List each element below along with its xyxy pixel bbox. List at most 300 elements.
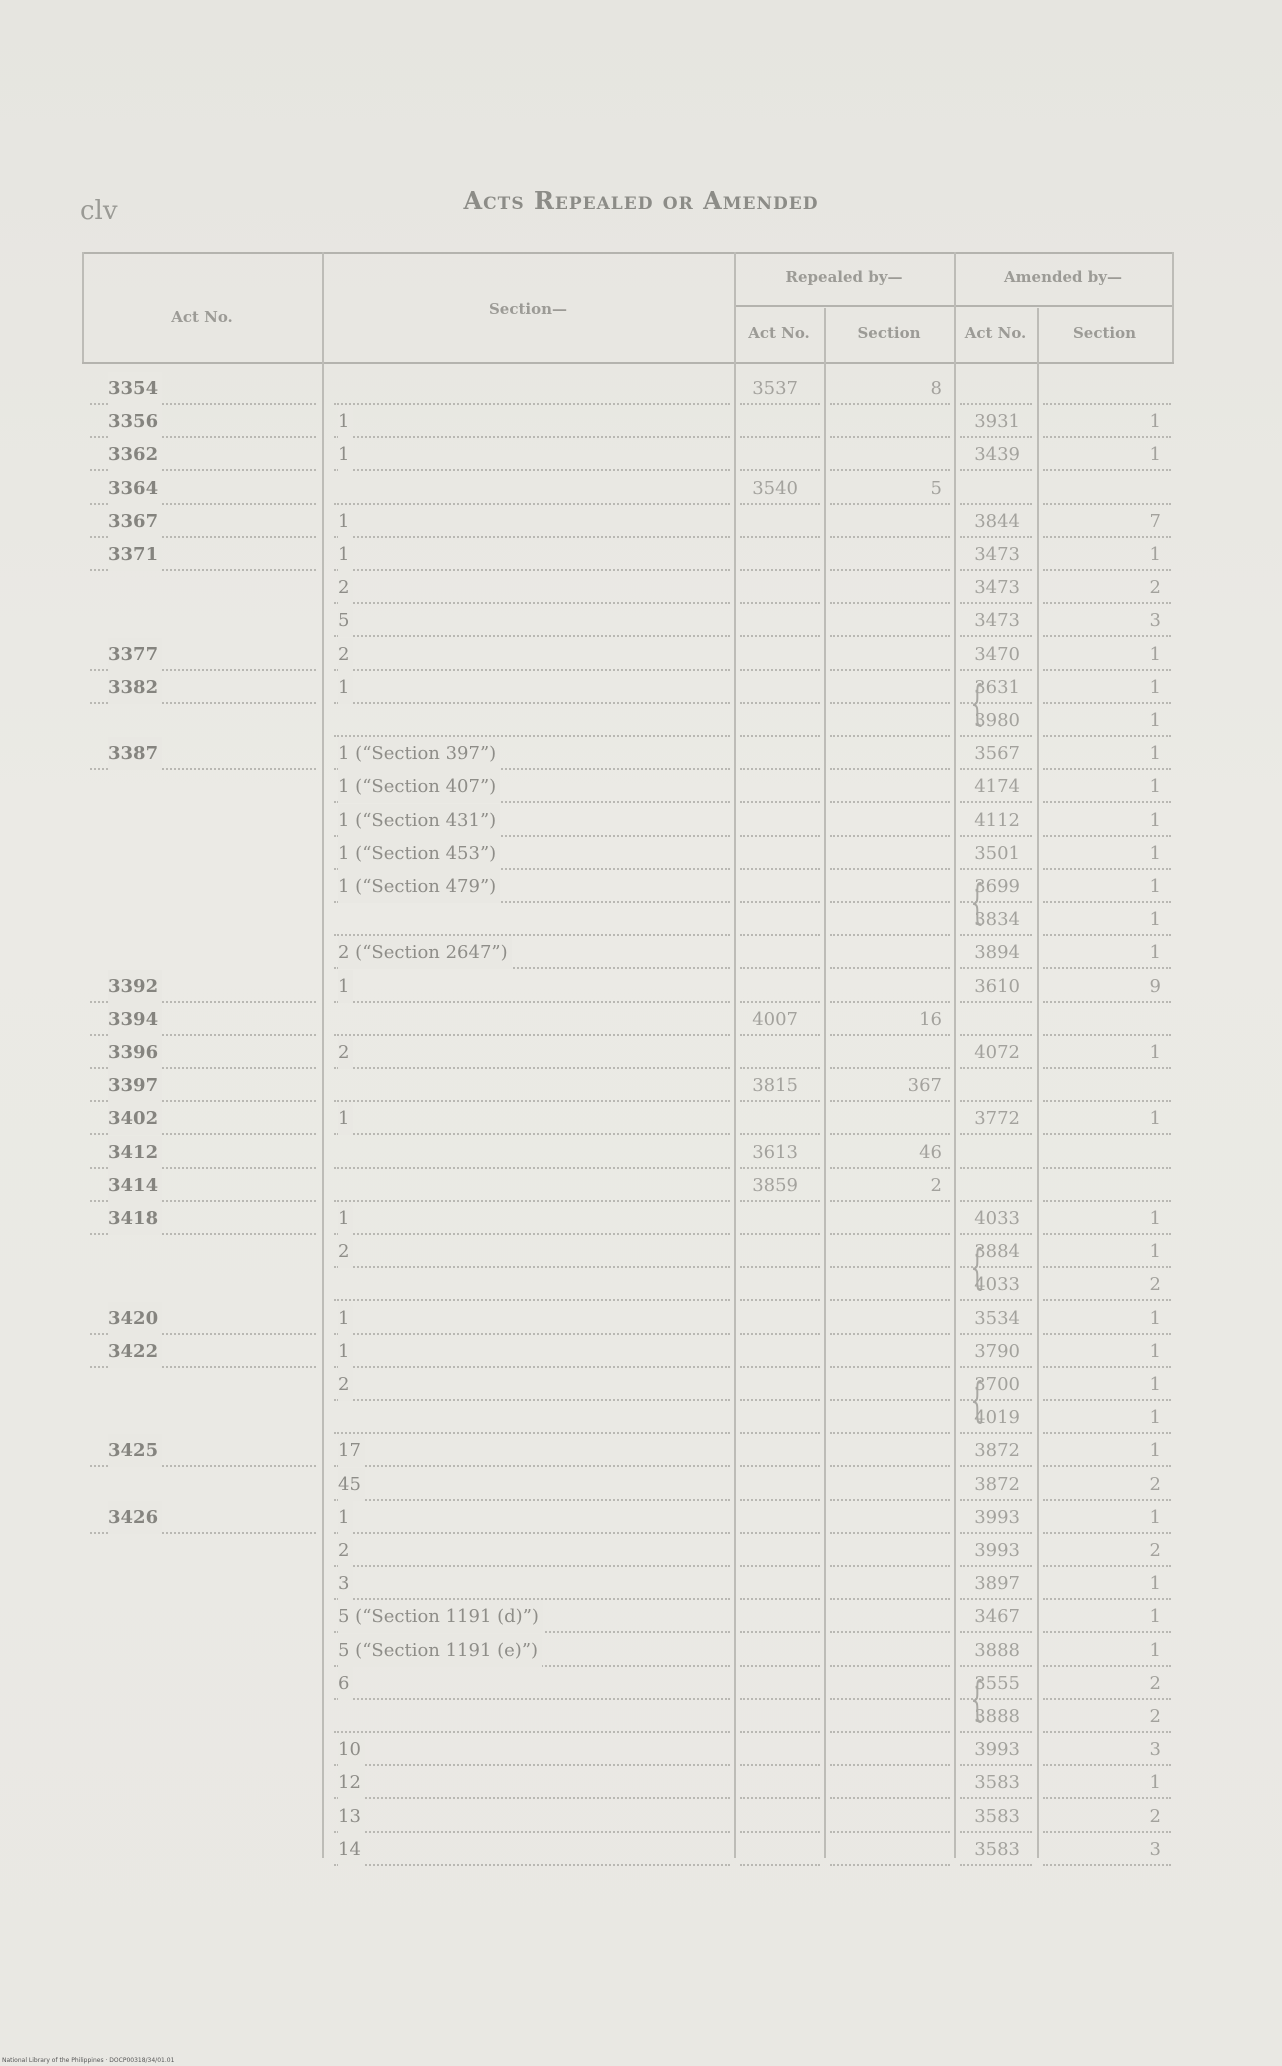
repealed-section <box>830 903 942 936</box>
table-top-rule <box>82 252 1174 254</box>
section-ref: 12 <box>338 1766 365 1799</box>
act-number <box>108 1833 262 1866</box>
repealed-section <box>830 1800 942 1833</box>
amended-section: 2 <box>1149 1672 1161 1694</box>
repealed-act-number <box>742 970 798 1003</box>
section-ref: 1 <box>338 1202 353 1235</box>
amended-act-number <box>960 1003 1020 1036</box>
amended-act-number <box>960 1169 1020 1202</box>
repealed-act-number <box>742 438 798 471</box>
section-leader <box>334 505 730 538</box>
table-row <box>82 1235 1174 1268</box>
section-leader <box>334 1036 730 1069</box>
table-row <box>82 505 1174 538</box>
table-row <box>82 1700 1174 1733</box>
table-row <box>82 804 1174 837</box>
amended-section: 1 <box>1149 710 1161 731</box>
page-number: clv <box>80 196 118 226</box>
repealed-act-number <box>742 1202 798 1235</box>
act-number <box>108 1733 262 1766</box>
repealed-section <box>830 1501 942 1534</box>
repealed-act-number <box>742 1800 798 1833</box>
repealed-act-number <box>742 1102 798 1135</box>
amended-act-number: 3772 <box>974 1108 1020 1130</box>
act-number <box>108 1766 262 1799</box>
section-ref: 1 (“Section 397”) <box>338 737 500 770</box>
section-leader <box>334 970 730 1003</box>
header-section: Section— <box>488 300 568 318</box>
section-leader <box>334 1733 730 1766</box>
section-ref <box>338 1401 342 1434</box>
amended-act-number: 4033 <box>974 1208 1020 1229</box>
section-leader <box>334 571 730 604</box>
table-left-rule <box>82 252 84 362</box>
amended-act-number: 3844 <box>974 510 1020 532</box>
repealed-section <box>830 1268 942 1301</box>
header-repealed-by: Repealed by— <box>785 268 903 286</box>
amended-section: 1 <box>1149 1208 1161 1229</box>
amended-act-number: 3567 <box>974 743 1020 765</box>
amended-section <box>1043 1136 1161 1169</box>
amended-section: 1 <box>1149 1440 1161 1462</box>
repealed-section: 16 <box>919 1008 942 1030</box>
table-row <box>82 1401 1174 1434</box>
act-number: 3394 <box>108 1003 162 1036</box>
act-number: 3371 <box>108 538 162 571</box>
act-number: 3356 <box>108 405 162 438</box>
act-number <box>108 1634 262 1667</box>
amended-section: 1 <box>1149 809 1161 831</box>
amended-act-number: 3555 <box>974 1672 1020 1694</box>
amended-act-number: 3790 <box>974 1340 1020 1362</box>
section-leader <box>334 1169 730 1202</box>
act-number <box>108 837 262 870</box>
act-number <box>108 870 262 903</box>
repealed-act-number <box>742 804 798 837</box>
section-leader <box>334 1302 730 1335</box>
section-leader <box>334 1501 730 1534</box>
amended-section: 1 <box>1149 1573 1161 1595</box>
repealed-act-number <box>742 1733 798 1766</box>
amended-act-number: 3699 <box>974 876 1020 897</box>
section-leader <box>334 1766 730 1799</box>
table-row <box>82 770 1174 803</box>
act-number: 3354 <box>108 372 162 405</box>
section-leader <box>334 438 730 471</box>
section-leader <box>334 1102 730 1135</box>
grouping-brace: { <box>970 1239 985 1296</box>
section-ref: 1 <box>338 671 353 704</box>
amended-act-number <box>960 372 1020 405</box>
amended-section: 1 <box>1149 1772 1161 1794</box>
act-number <box>108 1534 262 1567</box>
repealed-section <box>830 704 942 737</box>
section-leader <box>334 472 730 505</box>
table-row <box>82 1667 1174 1700</box>
amended-section: 7 <box>1149 510 1161 532</box>
section-leader <box>334 405 730 438</box>
repealed-section <box>830 1302 942 1335</box>
act-number <box>108 604 262 637</box>
act-number <box>108 1700 262 1733</box>
repealed-section <box>830 737 942 770</box>
section-ref: 1 (“Section 479”) <box>338 870 500 903</box>
amended-act-number: 3439 <box>974 444 1020 466</box>
amended-section: 1 <box>1149 909 1161 931</box>
table-row <box>82 1368 1174 1401</box>
table-row <box>82 1567 1174 1600</box>
section-ref: 14 <box>338 1833 365 1866</box>
repealed-section <box>830 870 942 903</box>
act-number: 3392 <box>108 970 162 1003</box>
section-ref: 2 <box>338 1235 353 1268</box>
section-leader <box>334 604 730 637</box>
repealed-act-number <box>742 770 798 803</box>
act-number <box>108 1401 262 1434</box>
repealed-act-number <box>742 604 798 637</box>
act-number: 3418 <box>108 1202 162 1235</box>
act-number: 3397 <box>108 1069 162 1102</box>
amended-section <box>1043 1003 1161 1036</box>
section-ref: 2 <box>338 571 353 604</box>
amended-act-number: 3470 <box>974 643 1020 665</box>
repealed-section: 2 <box>930 1174 942 1196</box>
section-ref: 2 <box>338 1368 353 1401</box>
section-ref: 6 <box>338 1667 353 1700</box>
amended-act-number: 3884 <box>974 1241 1020 1263</box>
act-number: 3367 <box>108 505 162 538</box>
header-repealed-act-no: Act No. <box>748 324 810 342</box>
amended-act-number: 3473 <box>974 610 1020 632</box>
repealed-section <box>830 1468 942 1501</box>
repealed-act-number <box>742 1335 798 1368</box>
repealed-section <box>830 770 942 803</box>
amended-act-number: 3610 <box>974 975 1020 997</box>
amended-section: 1 <box>1149 676 1161 698</box>
amended-act-number: 3834 <box>974 909 1020 931</box>
table-row <box>82 571 1174 604</box>
amended-section: 2 <box>1149 577 1161 599</box>
section-ref <box>338 1136 342 1169</box>
table-row <box>82 936 1174 969</box>
repealed-section: 5 <box>930 477 942 499</box>
table-row <box>82 704 1174 737</box>
table-row <box>82 1468 1174 1501</box>
act-number: 3377 <box>108 638 162 671</box>
repealed-act-number <box>742 1268 798 1301</box>
section-ref <box>338 372 342 405</box>
section-ref: 2 <box>338 1534 353 1567</box>
section-leader <box>334 372 730 405</box>
table-row <box>82 1800 1174 1833</box>
repealed-section: 46 <box>919 1141 942 1163</box>
repealed-act-number: 3537 <box>752 378 798 399</box>
amended-section <box>1043 472 1161 505</box>
repealed-section <box>830 1534 942 1567</box>
table-row <box>82 1833 1174 1866</box>
repealed-act-number <box>742 405 798 438</box>
act-number: 3396 <box>108 1036 162 1069</box>
section-leader <box>334 1534 730 1567</box>
amended-act-number: 3897 <box>974 1573 1020 1595</box>
act-number <box>108 936 262 969</box>
repealed-section <box>830 1833 942 1866</box>
act-number <box>108 1268 262 1301</box>
page-title: Acts Repealed or Amended <box>463 186 819 215</box>
repealed-act-number <box>742 903 798 936</box>
amended-act-number: 3534 <box>974 1307 1020 1329</box>
section-leader <box>334 1667 730 1700</box>
amended-act-number: 3631 <box>974 676 1020 698</box>
section-ref: 1 <box>338 970 353 1003</box>
amended-section: 1 <box>1149 1606 1161 1628</box>
table-row <box>82 970 1174 1003</box>
amended-section: 1 <box>1149 1407 1161 1429</box>
table-row <box>82 1335 1174 1368</box>
header-repealed-section: Section <box>857 324 921 342</box>
section-ref: 5 <box>338 604 353 637</box>
section-leader <box>334 1567 730 1600</box>
repealed-act-number: 3540 <box>752 477 798 499</box>
repealed-section <box>830 1235 942 1268</box>
table-row <box>82 1600 1174 1633</box>
section-ref: 5 (“Section 1191 (e)”) <box>338 1634 542 1667</box>
section-leader <box>334 1335 730 1368</box>
amended-act-number: 3993 <box>974 1739 1020 1761</box>
table-right-rule <box>1172 252 1174 362</box>
table-row <box>82 472 1174 505</box>
amended-act-number: 3467 <box>974 1606 1020 1628</box>
amended-section: 3 <box>1149 610 1161 632</box>
repealed-act-number <box>742 638 798 671</box>
table-row <box>82 671 1174 704</box>
amended-act-number: 3501 <box>974 842 1020 864</box>
repealed-section <box>830 1634 942 1667</box>
amended-section: 1 <box>1149 876 1161 897</box>
act-number: 3420 <box>108 1302 162 1335</box>
act-number <box>108 1667 262 1700</box>
table-row <box>82 1534 1174 1567</box>
amended-act-number: 3888 <box>974 1706 1020 1727</box>
table-row <box>82 737 1174 770</box>
act-number: 3402 <box>108 1102 162 1135</box>
amended-act-number: 4033 <box>974 1274 1020 1296</box>
amended-section: 2 <box>1149 1274 1161 1296</box>
section-ref <box>338 472 342 505</box>
section-ref: 17 <box>338 1434 365 1467</box>
section-ref: 1 <box>338 538 353 571</box>
amended-act-number: 3473 <box>974 544 1020 565</box>
repealed-section <box>830 538 942 571</box>
section-ref: 3 <box>338 1567 353 1600</box>
amended-act-number: 3931 <box>974 411 1020 433</box>
table-row <box>82 870 1174 903</box>
section-ref <box>338 1003 342 1036</box>
section-ref: 10 <box>338 1733 365 1766</box>
amended-section: 2 <box>1149 1805 1161 1827</box>
amended-act-number <box>960 472 1020 505</box>
section-leader <box>334 1833 730 1866</box>
section-ref: 45 <box>338 1468 365 1501</box>
section-ref: 1 <box>338 438 353 471</box>
repealed-act-number <box>742 936 798 969</box>
amended-section: 3 <box>1149 1739 1161 1761</box>
table-row <box>82 1136 1174 1169</box>
act-number: 3364 <box>108 472 162 505</box>
repealed-act-number: 3815 <box>752 1075 798 1097</box>
section-ref: 1 <box>338 1302 353 1335</box>
table-row <box>82 538 1174 571</box>
table-row <box>82 1169 1174 1202</box>
table-row <box>82 1003 1174 1036</box>
acts-table <box>82 250 1174 1858</box>
repealed-act-number <box>742 1667 798 1700</box>
table-row <box>82 604 1174 637</box>
section-leader <box>334 1468 730 1501</box>
table-row <box>82 1202 1174 1235</box>
amended-section <box>1043 372 1161 405</box>
repealed-act-number <box>742 1368 798 1401</box>
repealed-act-number <box>742 1634 798 1667</box>
section-leader <box>334 1368 730 1401</box>
amended-act-number: 3894 <box>974 942 1020 964</box>
act-number: 3414 <box>108 1169 162 1202</box>
amended-act-number: 3872 <box>974 1473 1020 1495</box>
header-act-no: Act No. <box>171 308 233 326</box>
amended-section: 1 <box>1149 411 1161 433</box>
repealed-section <box>830 438 942 471</box>
amended-section: 2 <box>1149 1473 1161 1495</box>
amended-act-number: 3700 <box>974 1374 1020 1395</box>
act-number: 3412 <box>108 1136 162 1169</box>
section-ref <box>338 1700 342 1733</box>
repealed-act-number <box>742 1468 798 1501</box>
amended-section: 1 <box>1149 444 1161 466</box>
grouping-brace: { <box>970 1372 985 1428</box>
section-leader <box>334 671 730 704</box>
repealed-section <box>830 1667 942 1700</box>
grouping-brace: { <box>970 674 985 731</box>
amended-section: 1 <box>1149 776 1161 798</box>
section-ref <box>338 1069 342 1102</box>
repealed-section <box>830 505 942 538</box>
act-number: 3422 <box>108 1335 162 1368</box>
table-row <box>82 1634 1174 1667</box>
repealed-section <box>830 1401 942 1434</box>
table-row <box>82 438 1174 471</box>
amended-section: 2 <box>1149 1706 1161 1727</box>
table-row <box>82 1733 1174 1766</box>
repealed-section <box>830 405 942 438</box>
amended-section: 1 <box>1149 544 1161 565</box>
act-number <box>108 770 262 803</box>
section-leader <box>334 1235 730 1268</box>
amended-act-number: 3473 <box>974 577 1020 599</box>
repealed-section <box>830 1335 942 1368</box>
section-ref <box>338 903 342 936</box>
repealed-section: 367 <box>907 1075 942 1097</box>
repealed-act-number <box>742 505 798 538</box>
repealed-act-number: 4007 <box>752 1008 798 1030</box>
amended-section: 1 <box>1149 1639 1161 1661</box>
table-row <box>82 1434 1174 1467</box>
amended-act-number: 3980 <box>974 710 1020 731</box>
repealed-act-number <box>742 1534 798 1567</box>
amended-section: 1 <box>1149 1307 1161 1329</box>
section-ref: 1 <box>338 405 353 438</box>
section-leader <box>334 1202 730 1235</box>
repealed-section <box>830 1036 942 1069</box>
section-ref: 1 <box>338 1102 353 1135</box>
repealed-act-number <box>742 870 798 903</box>
section-ref: 5 (“Section 1191 (d)”) <box>338 1600 543 1633</box>
act-number <box>108 704 262 737</box>
amended-act-number: 3872 <box>974 1440 1020 1462</box>
section-ref: 1 <box>338 1501 353 1534</box>
table-row <box>82 372 1174 405</box>
repealed-section <box>830 671 942 704</box>
repealed-section <box>830 604 942 637</box>
act-number: 3387 <box>108 737 162 770</box>
header-amended-act-no: Act No. <box>964 324 1027 342</box>
table-row <box>82 1102 1174 1135</box>
section-leader <box>334 1069 730 1102</box>
section-leader <box>334 1136 730 1169</box>
repealed-section <box>830 1766 942 1799</box>
section-leader <box>334 538 730 571</box>
act-number: 3382 <box>108 671 162 704</box>
act-number <box>108 1468 262 1501</box>
amended-act-number: 3583 <box>974 1805 1020 1827</box>
amended-section: 1 <box>1149 743 1161 765</box>
table-row <box>82 1036 1174 1069</box>
section-ref <box>338 1268 342 1301</box>
table-row <box>82 1069 1174 1102</box>
section-ref: 1 <box>338 505 353 538</box>
repealed-act-number <box>742 1302 798 1335</box>
amended-section: 1 <box>1149 1374 1161 1395</box>
act-number <box>108 1368 262 1401</box>
section-ref: 13 <box>338 1800 365 1833</box>
header-amended-by: Amended by— <box>1004 268 1122 286</box>
section-leader <box>334 1401 730 1434</box>
repealed-section <box>830 1700 942 1733</box>
repealed-act-number <box>742 538 798 571</box>
repealed-section <box>830 638 942 671</box>
amended-act-number: 4174 <box>974 776 1020 798</box>
act-number: 3362 <box>108 438 162 471</box>
table-row <box>82 638 1174 671</box>
repealed-section <box>830 804 942 837</box>
repealed-section <box>830 1733 942 1766</box>
section-leader <box>334 1268 730 1301</box>
repealed-act-number <box>742 837 798 870</box>
amended-act-number: 3888 <box>974 1639 1020 1661</box>
section-ref: 1 <box>338 1335 353 1368</box>
repealed-section <box>830 1202 942 1235</box>
repealed-act-number <box>742 671 798 704</box>
section-ref: 2 (“Section 2647”) <box>338 936 512 969</box>
table-row <box>82 405 1174 438</box>
amended-section: 1 <box>1149 1340 1161 1362</box>
section-leader <box>334 638 730 671</box>
table-row <box>82 903 1174 936</box>
section-ref: 1 (“Section 431”) <box>338 804 500 837</box>
table-row <box>82 1766 1174 1799</box>
repealed-act-number <box>742 737 798 770</box>
section-leader <box>334 1003 730 1036</box>
amended-section: 1 <box>1149 1108 1161 1130</box>
